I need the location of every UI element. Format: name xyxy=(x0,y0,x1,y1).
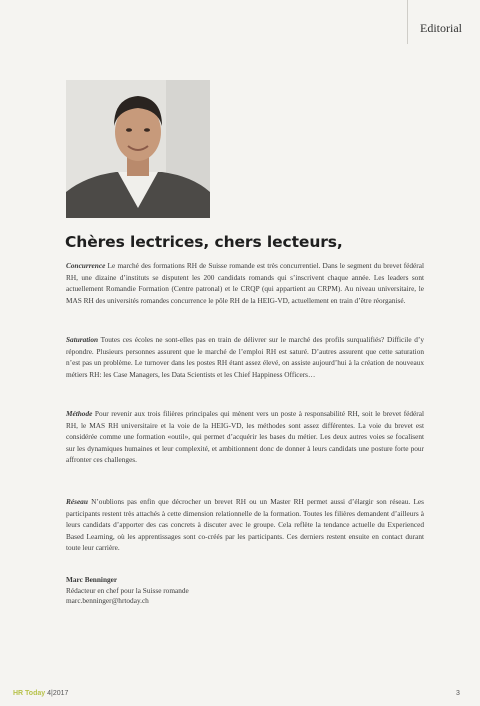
paragraph-text: Toutes ces écoles ne sont-elles pas en train de délivrer sur le marché des profils surqualifiés? Difficile d’y répondre. Plusieurs personnes assurent que le marché de l’emploi RH est saturé. D’autres assurent que cette saturation n’est pas un problème. Le turnover dans les postes RH étant assez élevé, on assiste aujourd’hui à la création de nouveaux métiers RH: les Case Managers, les Data Scientists et les Chief Happiness Officers… xyxy=(66,335,424,379)
author-portrait-image xyxy=(66,80,210,218)
paragraph-reseau xyxy=(66,496,424,554)
paragraph-lead: Méthode xyxy=(66,409,93,418)
section-label: Editorial xyxy=(420,21,462,35)
paragraph-lead: Saturation xyxy=(66,335,99,344)
paragraph-lead: Concurrence xyxy=(66,261,106,270)
footer-issue: 4|2017 xyxy=(47,690,69,697)
author-role: Rédacteur en chef pour la Suisse romande xyxy=(66,585,189,595)
paragraph-text: Le marché des formations RH de Suisse romande est très concurrentiel. Dans le segment du brevet fédéral RH, une dizaine d’instituts se disputent les 200 candidats romands qui s’inscrivent chaque année. Les leaders sont actuellement Romandie Formation (Centre patronal) et le CRQP (qui appartient au CRPM). Au niveau universitaire, le MAS RH des universités romandes concurrence le pôle RH de la HEIG-VD, actuellement en train d’être réorganisé. xyxy=(66,261,424,305)
paragraph-concurrence xyxy=(66,260,424,306)
paragraph-lead: Réseau xyxy=(66,497,88,506)
author-email: marc.benninger@hrtoday.ch xyxy=(66,596,149,605)
author-name: Marc Benninger xyxy=(66,575,118,584)
footer-publication xyxy=(13,690,68,697)
page-number: 3 xyxy=(456,690,460,697)
paragraph-methode xyxy=(66,408,424,466)
paragraph-saturation xyxy=(66,334,424,380)
paragraph-text: N’oublions pas enfin que décrocher un brevet RH ou un Master RH permet aussi d’élargir son réseau. Les participants restent très attachés à cette dimension relationnelle de la formation. Toutes les filières demandent d’ailleurs à leurs candidats d’apporter des cas concrets à discuter avec le groupe. Cela reflète la tendance actuelle du Experienced Based Learning, où les apprentissages sont co-créés par les participants. Ces derniers restent ensuite en contact durant toute leur carrière. xyxy=(66,497,424,553)
editorial-heading: Chères lectrices, chers lecteurs, xyxy=(65,233,343,251)
footer-brand: HR Today xyxy=(13,690,46,697)
paragraph-text: Pour revenir aux trois filières principales qui mènent vers un poste à responsabilité RH, soit le brevet fédéral RH, le MAS RH universitaire et la voie de la HEIG-VD, les méthodes sont assez différentes. La voie du brevet est considérée comme une formation «outil», qui permet d’acquérir les bases du métier. Les deux autres voies se focalisent sur les dynamiques humaines et leur complexité, et ambitionnent donc de donner à leurs candidats une posture forte pour affronter ces challenges. xyxy=(66,409,424,465)
signature-block xyxy=(66,575,189,607)
author-photo xyxy=(66,80,210,218)
